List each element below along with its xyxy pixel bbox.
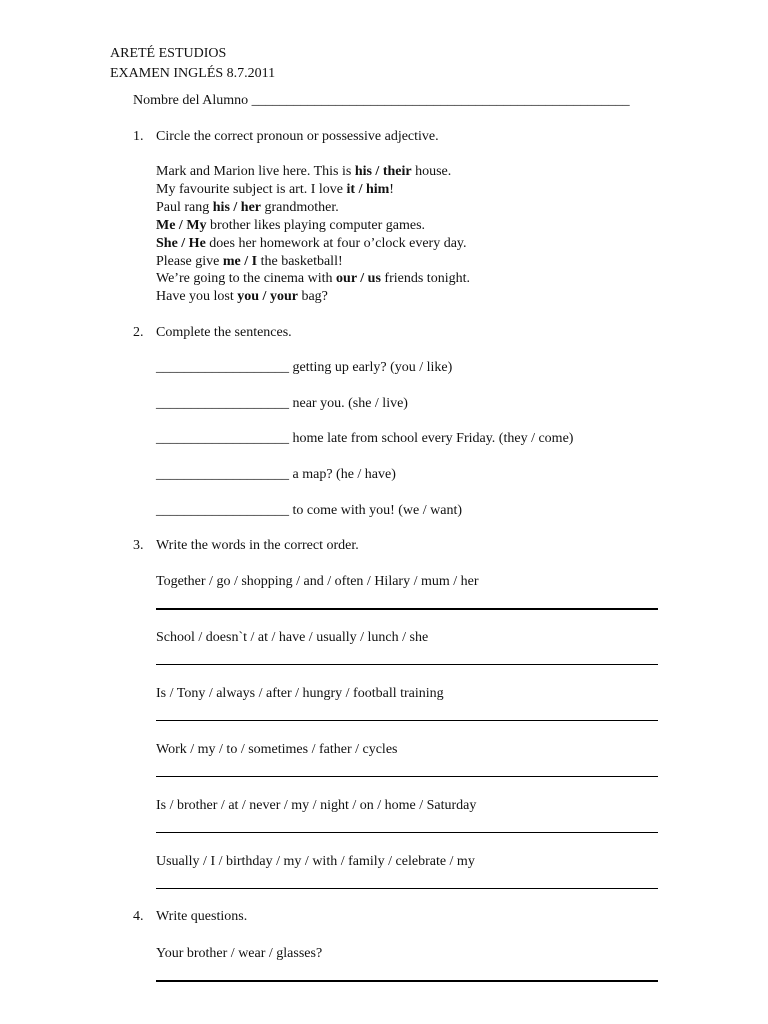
answer-blank[interactable]: ___________________ xyxy=(156,360,289,375)
sentence-line xyxy=(156,181,394,198)
sentence-text: to come with you! (we / want) xyxy=(289,502,463,518)
pronoun-choice[interactable]: She / He xyxy=(156,235,206,251)
exam-title: EXAMEN INGLÉS 8.7.2011 xyxy=(110,66,276,81)
pronoun-choice[interactable]: me / I xyxy=(222,253,258,269)
sentence-line xyxy=(156,466,396,483)
sentence-line xyxy=(156,502,462,519)
section-instruction: Complete the sentences. xyxy=(156,325,292,340)
sentence-line xyxy=(156,430,573,447)
word-order-prompt: Is / brother / at / never / my / night / on / home / Saturday xyxy=(156,798,477,813)
sentence-text: Please give xyxy=(156,253,223,269)
sentence-text: We’re going to the cinema with xyxy=(156,271,337,287)
sentence-line xyxy=(156,288,328,305)
sentence-line xyxy=(156,199,339,216)
sentence-text: friends tonight. xyxy=(380,271,470,287)
student-name-line xyxy=(133,92,630,109)
answer-line[interactable] xyxy=(156,608,658,610)
student-name-field[interactable]: ______________________________________________________ xyxy=(251,93,630,108)
section-3-heading xyxy=(133,537,359,554)
section-number: 3. xyxy=(133,538,144,553)
sentence-text: Have you lost xyxy=(156,289,238,305)
word-order-prompt: Together / go / shopping / and / often / Hilary / mum / her xyxy=(156,574,479,589)
section-number: 2. xyxy=(133,325,144,340)
sentence-text: house. xyxy=(411,164,452,179)
answer-blank[interactable]: ___________________ xyxy=(156,431,289,447)
sentence-line xyxy=(156,253,343,270)
sentence-text: does her homework at four o’clock every day. xyxy=(205,235,467,251)
sentence-text: the basketball! xyxy=(257,253,343,269)
word-order-prompt: Is / Tony / always / after / hungry / football training xyxy=(156,686,444,701)
sentence-line xyxy=(156,270,470,287)
sentence-text: ! xyxy=(389,181,394,197)
pronoun-choice[interactable]: it / him xyxy=(346,181,390,197)
sentence-text: My favourite subject is art. I love xyxy=(156,181,347,197)
word-order-prompt: School / doesn`t / at / have / usually / lunch / she xyxy=(156,630,429,645)
sentence-text: brother likes playing computer games. xyxy=(206,217,426,233)
sentence-text: a map? (he / have) xyxy=(289,467,396,483)
answer-blank[interactable]: ___________________ xyxy=(156,502,289,518)
section-2-heading xyxy=(133,324,292,341)
pronoun-choice[interactable]: his / their xyxy=(354,164,412,179)
answer-line[interactable] xyxy=(156,888,658,889)
pronoun-choice[interactable]: Me / My xyxy=(156,217,207,233)
sentence-line xyxy=(156,395,408,412)
school-name: ARETÉ ESTUDIOS xyxy=(110,46,227,61)
sentence-line xyxy=(156,359,452,376)
student-name-label: Nombre del Alumno xyxy=(133,93,249,108)
answer-line[interactable] xyxy=(156,720,658,721)
answer-line[interactable] xyxy=(156,664,658,665)
word-order-prompt: Work / my / to / sometimes / father / cycles xyxy=(156,742,398,757)
section-1-heading xyxy=(133,128,439,145)
section-instruction: Write the words in the correct order. xyxy=(156,538,359,553)
sentence-line xyxy=(156,163,451,180)
sentence-line xyxy=(156,217,425,234)
section-4-heading xyxy=(133,908,248,925)
pronoun-choice[interactable]: his / her xyxy=(212,199,261,215)
answer-blank[interactable]: ___________________ xyxy=(156,467,289,483)
sentence-line xyxy=(156,235,467,252)
pronoun-choice[interactable]: you / your xyxy=(237,289,298,305)
section-number: 4. xyxy=(133,909,144,924)
section-instruction: Circle the correct pronoun or possessive adjective. xyxy=(156,129,439,144)
question-prompt: Your brother / wear / glasses? xyxy=(156,946,323,961)
sentence-text: near you. (she / live) xyxy=(289,395,408,411)
answer-line[interactable] xyxy=(156,980,658,982)
answer-line[interactable] xyxy=(156,776,658,777)
sentence-text: getting up early? (you / like) xyxy=(289,360,453,375)
answer-line[interactable] xyxy=(156,832,658,833)
answer-blank[interactable]: ___________________ xyxy=(156,395,289,411)
sentence-text: home late from school every Friday. (they / come) xyxy=(289,431,574,447)
sentence-text: Paul rang xyxy=(156,199,213,215)
pronoun-choice[interactable]: our / us xyxy=(336,271,381,287)
sentence-text: Mark and Marion live here. This is xyxy=(156,164,355,179)
word-order-prompt: Usually / I / birthday / my / with / family / celebrate / my xyxy=(156,854,475,869)
sentence-text: bag? xyxy=(297,289,328,305)
sentence-text: grandmother. xyxy=(261,199,339,215)
section-number: 1. xyxy=(133,129,144,144)
section-instruction: Write questions. xyxy=(156,909,248,924)
